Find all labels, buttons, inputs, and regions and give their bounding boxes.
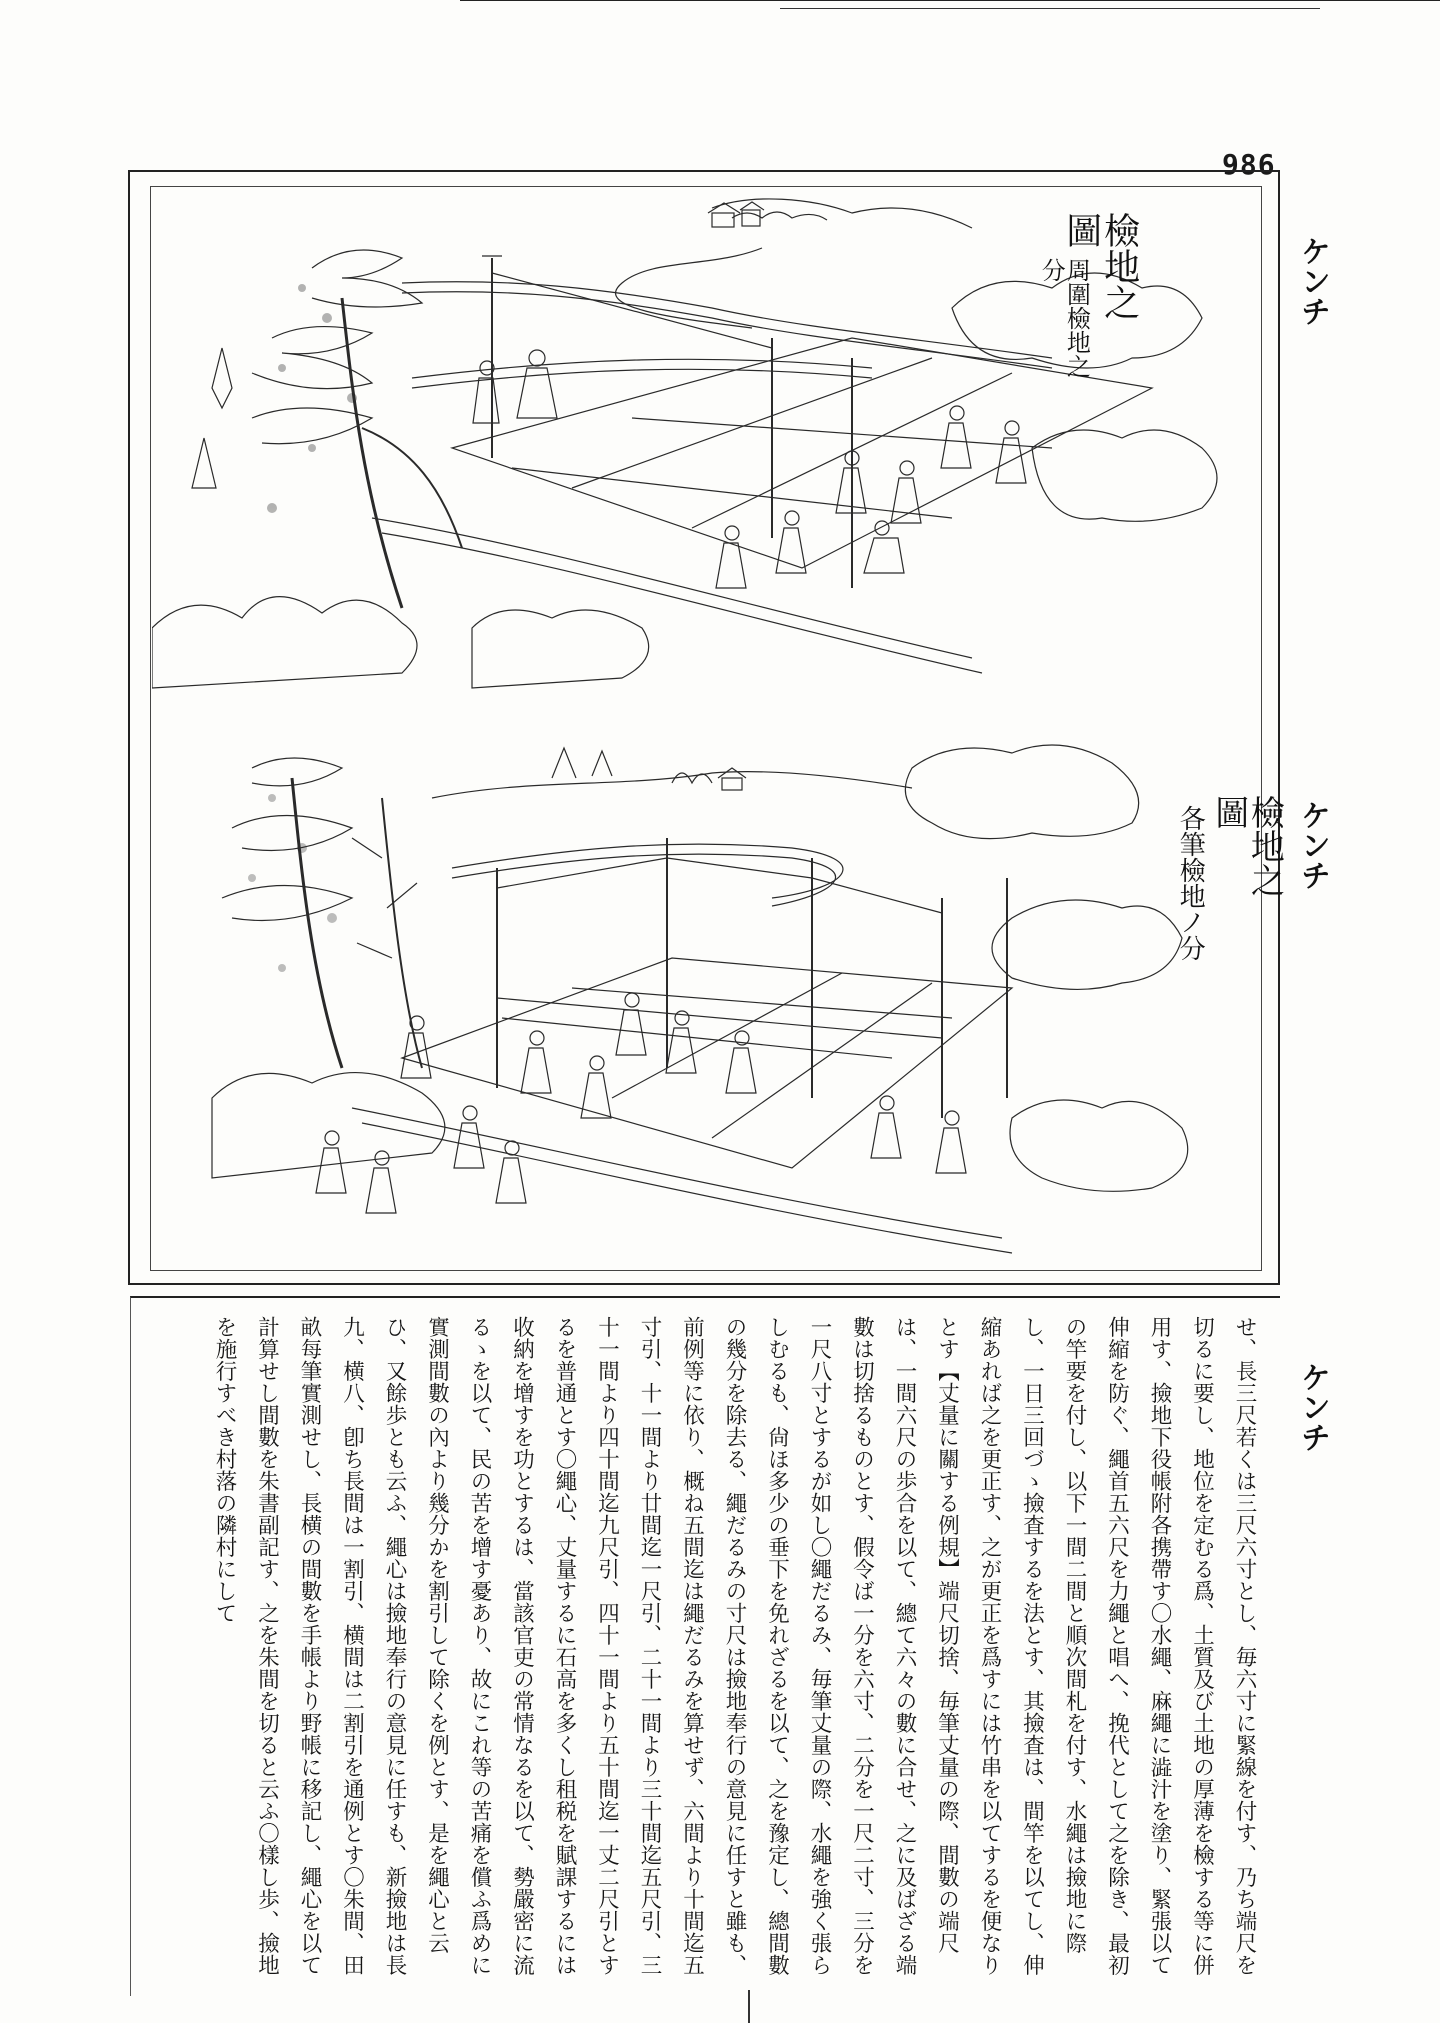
footer-gutter-mark	[748, 1990, 750, 2023]
illustration-1-subtitle: 周圍檢地之分	[1037, 258, 1091, 378]
section-label-bottom: ケンチ	[1295, 1362, 1330, 1452]
body-paragraph: せ、長三尺若くは三尺六寸とし、毎六寸に緊線を付す、乃ち端尺を切るに要し、地位を定むる爲、土質及び土地の厚薄を檢する等に併用す、撿地下役帳附各携帶す〇水繩、麻繩に澁汁を塗り、緊張以て伸縮を防ぐ、繩首五六尺を力繩と唱へ、挽代として之を除き、最初の竿要を付し、以下一間二間と順次間札を付す、水繩は撿地に際し、一日三回づゝ撿査するを法とす、其撿査は、間竿を以てし、伸縮あれば之を更正す、之が更正を爲すには竹串を以てするを便なりとす【丈量に關する例規】端尺切捨、毎筆丈量の際、間數の端尺は、一間六尺の歩合を以て、總て六々の數に合せ、之に及ばざる端數は切捨るものとす、假令ば一分を六寸、二分を一尺二寸、三分を一尺八寸とするが如し〇繩だるみ、毎筆丈量の際、水繩を強く張らしむるも、尙ほ多少の垂下を免れざるを以て、之を豫定し、總間數の幾分を除去る、繩だるみの寸尺は撿地奉行の意見に任すと雖も、前例等に依り、概ね五間迄は繩だるみを算せず、六間より十間迄五寸引、十一間より廿間迄一尺引、二十一間より三十間迄五尺引、三十一間より四十間迄九尺引、四十一間より五十間迄一丈二尺引とするを普通とす〇繩心、丈量するに石高を多くし租税を賦課するには收納を增すを功とするは、當該官吏の常情なるを以て、勢嚴密に流るゝを以て、民の苦を增す憂あり、故にこれ等の苦痛を償ふ爲めに實測間數の內より幾分かを割引して除くを例とす、是を繩心と云ひ、又餘歩とも云ふ、繩心は撿地奉行の意見に任すも、新撿地は長九、横八、卽ち長間は一割引、横間は二割引を通例とす〇朱間、田畝每筆實測せし、長横の間數を手帳より野帳に移記し、繩心を以て計算せし間數を朱書副記す、之を朱間を切ると云ふ〇樣し歩、撿地を施行すべき村落の隣村にして	[212, 1316, 1257, 1976]
section-label-top: ケンチ	[1295, 236, 1330, 326]
top-rule	[460, 0, 1440, 1]
top-rule-secondary	[780, 8, 1320, 9]
survey-scene-bottom-drawing	[152, 738, 1260, 1268]
body-text	[140, 1316, 1265, 1976]
illustration-plot-survey	[152, 738, 1260, 1268]
illustration-2-title: 檢地之圖	[1208, 795, 1285, 897]
section-label-middle: ケンチ	[1295, 800, 1330, 890]
illustration-1-title: 檢地之圖	[1060, 212, 1140, 320]
illustration-2-subtitle: 各筆檢地ノ分	[1175, 805, 1206, 961]
page-number: 986	[1222, 148, 1276, 181]
